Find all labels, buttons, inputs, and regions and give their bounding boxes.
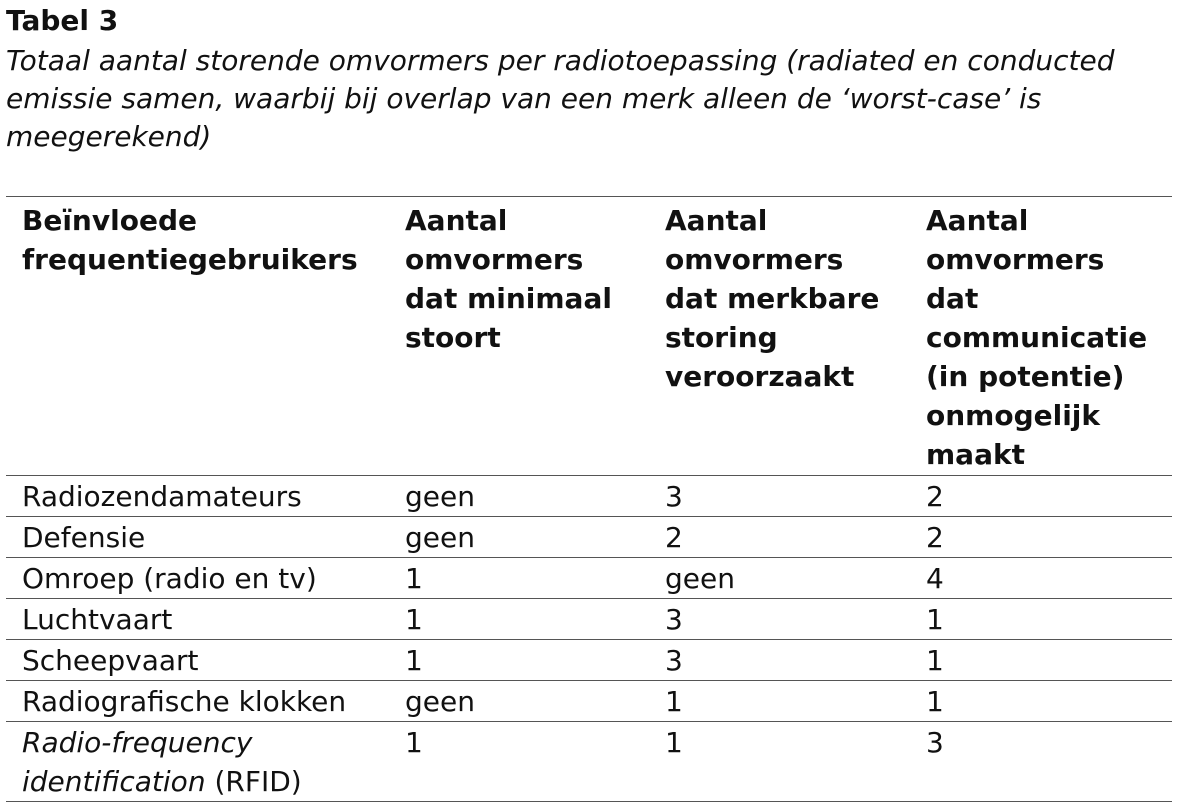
header-line: omvormers <box>405 243 584 276</box>
table-row <box>6 599 1172 640</box>
table-cell: geen <box>405 521 475 554</box>
table-cell: 1 <box>926 685 944 718</box>
header-line: omvormers <box>926 243 1105 276</box>
header-line: Beïnvloede <box>22 204 197 237</box>
table-cell: 1 <box>665 685 683 718</box>
table-row <box>6 517 1172 558</box>
table-cell: 1 <box>405 644 423 677</box>
table-cell: Radiografische klokken <box>22 685 347 718</box>
table-cell: 2 <box>926 521 944 554</box>
table-cell: 1 <box>665 726 683 759</box>
header-line: communicatie <box>926 321 1148 354</box>
table-cell: 2 <box>665 521 683 554</box>
table-cell: Omroep (radio en tv) <box>22 562 317 595</box>
table-cell: 3 <box>926 726 944 759</box>
header-line: frequentiegebruikers <box>22 243 358 276</box>
table-cell: geen <box>665 562 735 595</box>
table-row <box>6 681 1172 722</box>
table-cell: Radiozendamateurs <box>22 480 302 513</box>
header-line: Aantal <box>665 204 768 237</box>
table-label: Tabel 3 <box>6 4 119 37</box>
rfid-name-line1: Radio-frequency <box>22 726 253 759</box>
table-cell: 3 <box>665 644 683 677</box>
header-line: stoort <box>405 321 501 354</box>
header-line: storing <box>665 321 778 354</box>
table-cell: 4 <box>926 562 944 595</box>
table-cell: 1 <box>405 562 423 595</box>
column-header-noticeable <box>649 197 910 476</box>
header-line: dat <box>926 282 979 315</box>
table-cell: geen <box>405 685 475 718</box>
data-table <box>6 196 1172 802</box>
caption-line: Totaal aantal storende omvormers per radiotoepassing (radiated en conducted <box>6 44 1115 77</box>
table-cell: geen <box>405 480 475 513</box>
table-row <box>6 558 1172 599</box>
table-cell: 3 <box>665 480 683 513</box>
caption-line: emissie samen, waarbij bij overlap van een merk alleen de ‘worst-case’ is <box>6 82 1042 115</box>
table-row <box>6 476 1172 517</box>
table-row <box>6 722 1172 802</box>
table-cell: 1 <box>926 644 944 677</box>
header-line: omvormers <box>665 243 844 276</box>
table-caption <box>6 42 1196 156</box>
header-line: dat merkbare <box>665 282 880 315</box>
table-cell: 2 <box>926 480 944 513</box>
header-line: Aantal <box>926 204 1029 237</box>
header-line: (in potentie) <box>926 360 1125 393</box>
caption-line: meegerekend) <box>6 120 212 153</box>
table-cell <box>6 722 389 802</box>
table-cell: Luchtvaart <box>22 603 173 636</box>
column-header-users <box>6 197 389 476</box>
table-cell: 1 <box>405 603 423 636</box>
header-line: veroorzaakt <box>665 360 855 393</box>
table-cell: Defensie <box>22 521 146 554</box>
document <box>6 0 1196 798</box>
column-header-impossible <box>910 197 1172 476</box>
header-line: Aantal <box>405 204 508 237</box>
header-line: dat minimaal <box>405 282 612 315</box>
rfid-name-suffix: (RFID) <box>205 765 302 798</box>
rfid-name-italic: identification <box>22 765 206 798</box>
header-line: onmogelijk <box>926 399 1101 432</box>
table-cell: Scheepvaart <box>22 644 199 677</box>
column-header-minimal <box>389 197 649 476</box>
table-row <box>6 640 1172 681</box>
header-line: maakt <box>926 438 1025 471</box>
table-cell: 1 <box>405 726 423 759</box>
table-header-row <box>6 197 1172 476</box>
table-cell: 3 <box>665 603 683 636</box>
table-cell: 1 <box>926 603 944 636</box>
